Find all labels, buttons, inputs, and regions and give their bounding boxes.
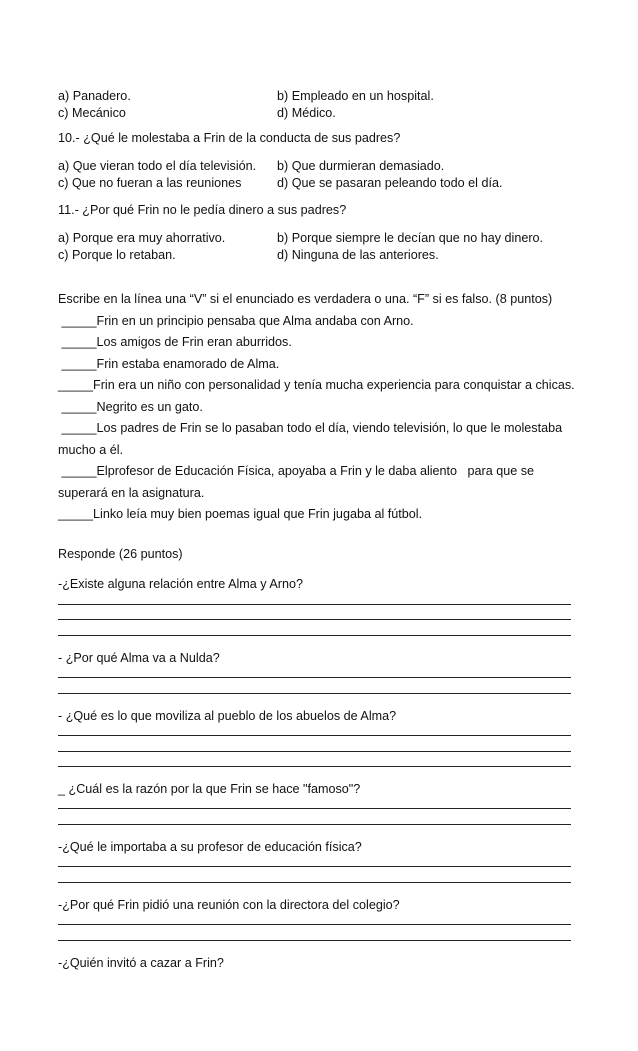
tf-statement: _____Los padres de Frin se lo pasaban todo el día, viendo televisión, lo que le molestaba (58, 421, 563, 435)
answer-line[interactable] (58, 751, 571, 752)
q10-option-a: a) Que vieran todo el día televisión. (58, 159, 257, 173)
q9-option-b: b) Empleado en un hospital. (277, 89, 434, 103)
q9-option-c: c) Mecánico (58, 106, 126, 120)
responde-heading: Responde (26 puntos) (58, 547, 183, 561)
q10-option-c: c) Que no fueran a las reuniones (58, 176, 242, 190)
tf-statement: _____Frin en un principio pensaba que Alma andaba con Arno. (58, 314, 414, 328)
tf-statement-continued: mucho a él. (58, 443, 124, 457)
open-question: -¿Por qué Frin pidió una reunión con la directora del colegio? (58, 898, 400, 912)
tf-statement-continued: superará en la asignatura. (58, 486, 205, 500)
tf-statement: _____Frin era un niño con personalidad y tenía mucha experiencia para conquistar a chicas. (58, 378, 575, 392)
answer-line[interactable] (58, 924, 571, 925)
answer-line[interactable] (58, 619, 571, 620)
q10-option-b: b) Que durmieran demasiado. (277, 159, 445, 173)
open-question: - ¿Qué es lo que moviliza al pueblo de los abuelos de Alma? (58, 709, 397, 723)
q11-question: 11.- ¿Por qué Frin no le pedía dinero a sus padres? (58, 203, 347, 217)
q9-option-a: a) Panadero. (58, 89, 131, 103)
answer-line[interactable] (58, 940, 571, 941)
answer-line[interactable] (58, 677, 571, 678)
q11-option-b: b) Porque siempre le decían que no hay dinero. (277, 231, 544, 245)
tf-statement: _____Frin estaba enamorado de Alma. (58, 357, 280, 371)
open-question: _ ¿Cuál es la razón por la que Frin se hace "famoso"? (58, 782, 361, 796)
q10-option-d: d) Que se pasaran peleando todo el día. (277, 176, 503, 190)
tf-statement: _____Los amigos de Frin eran aburridos. (58, 335, 292, 349)
q11-option-c: c) Porque lo retaban. (58, 248, 176, 262)
answer-line[interactable] (58, 866, 571, 867)
answer-line[interactable] (58, 635, 571, 636)
q11-option-a: a) Porque era muy ahorrativo. (58, 231, 226, 245)
answer-line[interactable] (58, 604, 571, 605)
q11-option-d: d) Ninguna de las anteriores. (277, 248, 439, 262)
tf-instruction: Escribe en la línea una “V” si el enunciado es verdadera o una. “F” si es falso. (8 puntos) (58, 292, 553, 306)
tf-statement: _____Linko leía muy bien poemas igual que Frin jugaba al fútbol. (58, 507, 423, 521)
tf-statement: _____Elprofesor de Educación Física, apoyaba a Frin y le daba aliento para que se (58, 464, 535, 478)
q10-question: 10.- ¿Qué le molestaba a Frin de la conducta de sus padres? (58, 131, 401, 145)
open-question: -¿Qué le importaba a su profesor de educación física? (58, 840, 362, 854)
open-question: -¿Quién invitó a cazar a Frin? (58, 956, 224, 970)
open-question: - ¿Por qué Alma va a Nulda? (58, 651, 220, 665)
answer-line[interactable] (58, 808, 571, 809)
answer-line[interactable] (58, 735, 571, 736)
answer-line[interactable] (58, 882, 571, 883)
answer-line[interactable] (58, 766, 571, 767)
q9-option-d: d) Médico. (277, 106, 336, 120)
tf-statement: _____Negrito es un gato. (58, 400, 203, 414)
answer-line[interactable] (58, 693, 571, 694)
open-question: -¿Existe alguna relación entre Alma y Arno? (58, 577, 304, 591)
answer-line[interactable] (58, 824, 571, 825)
